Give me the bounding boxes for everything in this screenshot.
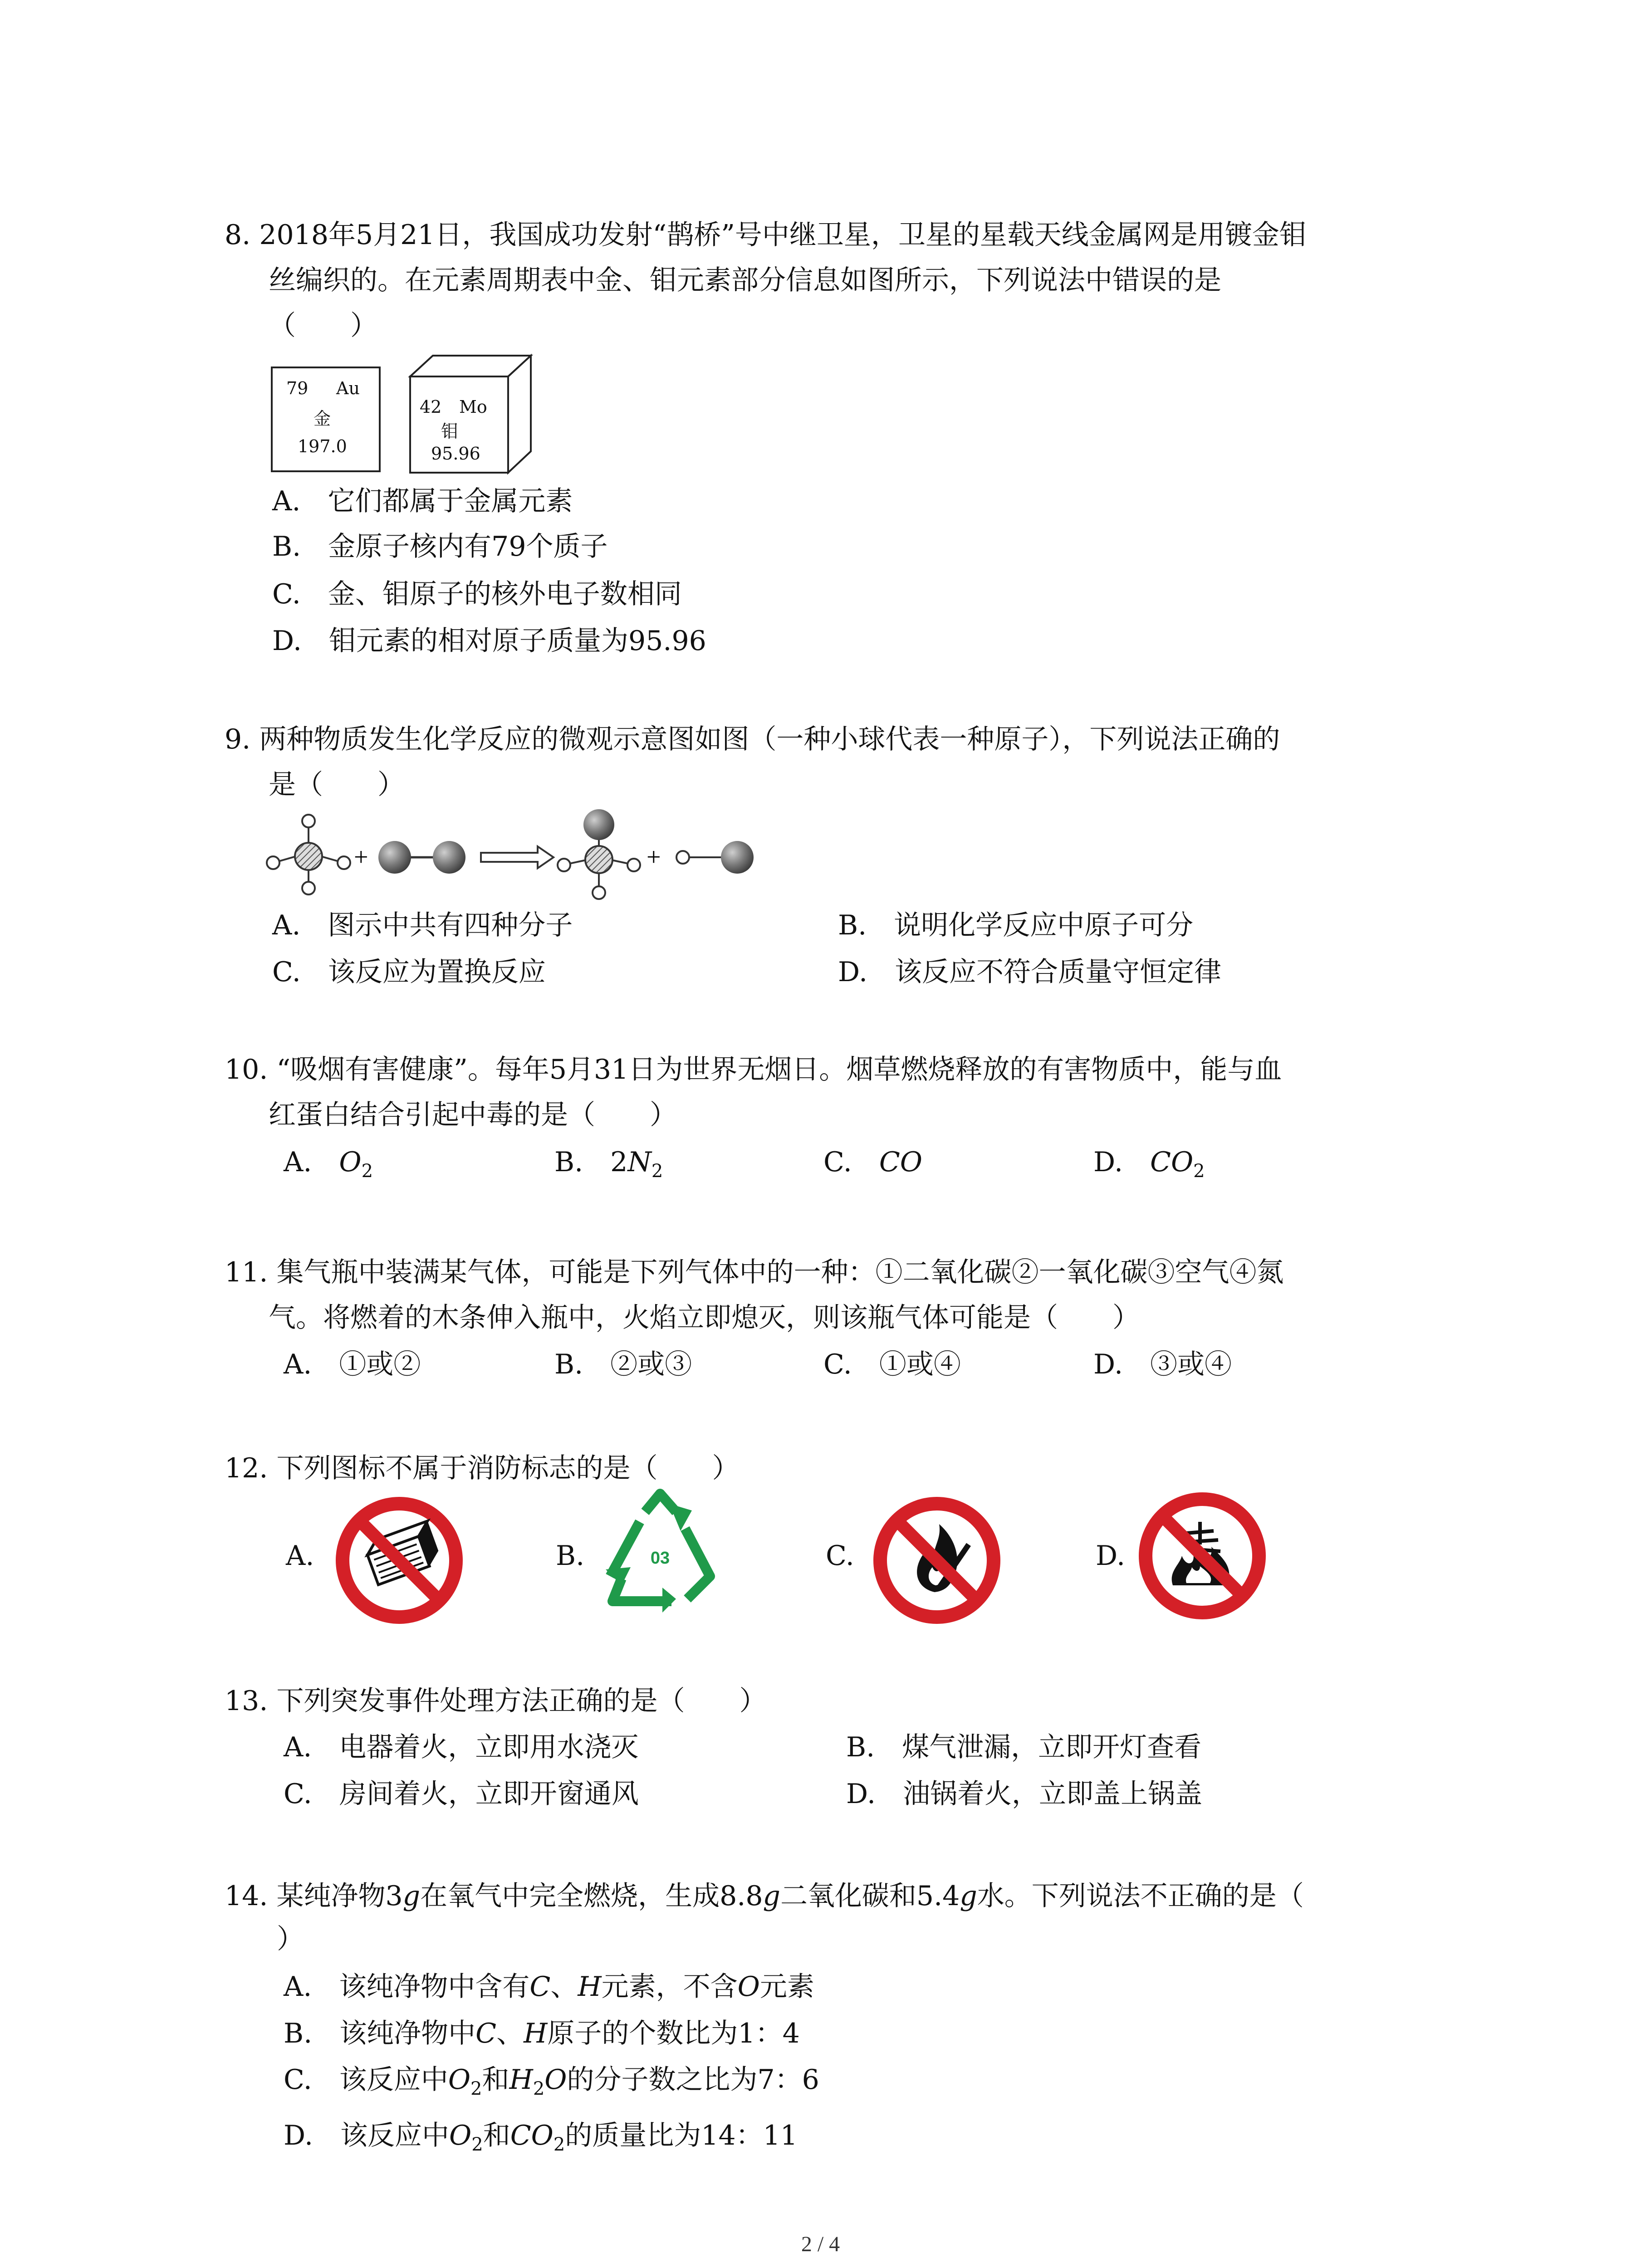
q12-label-b: B. [556, 1540, 585, 1572]
reaction-diagram [263, 807, 771, 912]
mo-symbol: Mo [459, 397, 487, 417]
no-burning-sign-icon [1136, 1490, 1268, 1622]
q11-option-c: C. ①或④ [823, 1349, 961, 1380]
q9-option-b: B. 说明化学反应中原子可分 [838, 909, 1194, 941]
q13-line-1: 13. 下列突发事件处理方法正确的是（ ） [225, 1685, 767, 1717]
recycle-code: 03 [650, 1549, 670, 1568]
mo-atomic-number: 42 [420, 397, 442, 417]
q13-option-c: C. 房间着火，立即开窗通风 [284, 1778, 639, 1810]
q14-line-2: ） [277, 1923, 304, 1955]
gold-element-card [271, 367, 381, 472]
gold-symbol: Au [336, 378, 360, 398]
plus-sign-1: + [354, 843, 368, 871]
q8-option-d: D. 钼元素的相对原子质量为95.96 [272, 625, 706, 657]
gold-mass: 197.0 [298, 436, 347, 456]
q11-line-2: 气。将燃着的木条伸入瓶中，火焰立即熄灭，则该瓶气体可能是（ ） [269, 1302, 1140, 1334]
reactant-molecule-2 [378, 841, 465, 874]
q11-option-a: A. ①或② [284, 1349, 421, 1380]
q14-option-d: D. 该反应中$O_2$和$CO_2$的质量比为14：11 [284, 2120, 798, 2155]
q8-option-b: B. 金原子核内有79个质子 [272, 531, 608, 562]
reactant-molecule-1 [267, 815, 350, 894]
q8-option-c: C. 金、钼原子的核外电子数相同 [272, 578, 682, 610]
no-open-flame-sign-icon [871, 1495, 1003, 1626]
q13-option-a: A. 电器着火，立即用水浇灭 [284, 1731, 639, 1763]
q10-line-2: 红蛋白结合引起中毒的是（ ） [269, 1099, 677, 1131]
q14-line-1: 14. 某纯净物3g在氧气中完全燃烧，生成8.8g二氧化碳和5.4g水。下列说法不正确的是（ [225, 1880, 1304, 1912]
mo-mass: 95.96 [431, 444, 480, 464]
product-molecule-2 [676, 841, 754, 874]
q13-option-b: B. 煤气泄漏，立即开灯查看 [846, 1731, 1202, 1763]
q11-line-1: 11. 集气瓶中装满某气体，可能是下列气体中的一种：①二氧化碳②一氧化碳③空气④氮 [225, 1256, 1284, 1288]
q12-line-1: 12. 下列图标不属于消防标志的是（ ） [225, 1452, 740, 1484]
q9-line-1: 9. 两种物质发生化学反应的微观示意图如图（一种小球代表一种原子），下列说法正确的 [225, 723, 1280, 755]
recycle-symbol-icon [594, 1486, 726, 1617]
q8-line-2: 丝编织的。在元素周期表中金、钼元素部分信息如图所示，下列说法中错误的是 [269, 264, 1221, 296]
q14-option-b: B. 该纯净物中C、H原子的个数比为1：4 [284, 2018, 800, 2049]
q9-option-c: C. 该反应为置换反应 [272, 956, 546, 988]
q13-option-d: D. 油锅着火，立即盖上锅盖 [846, 1778, 1203, 1810]
q12-label-c: C. [826, 1540, 854, 1572]
q10-option-a: A. $O_2$ [284, 1146, 373, 1182]
q10-line-1: 10. “吸烟有害健康”。每年5月31日为世界无烟日。烟草燃烧释放的有害物质中，能与血 [225, 1054, 1282, 1085]
q12-label-a: A. [286, 1540, 314, 1572]
plus-sign-2: + [647, 843, 661, 871]
q8-option-a: A. 它们都属于金属元素 [272, 485, 573, 517]
q14-option-c: C. 该反应中$O_2$和$H_2O$的分子数之比为7：6 [284, 2064, 819, 2099]
q9-option-a: A. 图示中共有四种分子 [272, 909, 573, 941]
reaction-arrow-icon [481, 846, 554, 868]
q9-line-2: 是（ ） [269, 769, 405, 801]
q12-label-d: D. [1096, 1540, 1126, 1572]
page-number: 2 / 4 [801, 2232, 840, 2256]
q10-option-d: D. $CO_2$ [1093, 1146, 1205, 1182]
product-molecule-1 [558, 809, 640, 899]
gold-name: 金 [314, 409, 331, 429]
q9-option-d: D. 该反应不符合质量守恒定律 [838, 956, 1222, 988]
q8-line-1: 8. 2018年5月21日，我国成功发射“鹊桥”号中继卫星，卫星的星载天线金属网是用镀金钼 [225, 219, 1307, 251]
no-fireworks-sign-icon [333, 1495, 465, 1626]
q10-option-b: B. $2N_2$ [554, 1146, 663, 1182]
q8-line-3: （ ） [269, 310, 377, 342]
mo-name: 钼 [441, 421, 459, 441]
q14-option-a: A. 该纯净物中含有C、H元素，不含O元素 [284, 1971, 814, 2003]
gold-atomic-number: 79 [286, 378, 309, 398]
q10-option-c: C. CO [823, 1146, 922, 1178]
q11-option-b: B. ②或③ [554, 1349, 692, 1380]
q11-option-d: D. ③或④ [1093, 1349, 1232, 1380]
